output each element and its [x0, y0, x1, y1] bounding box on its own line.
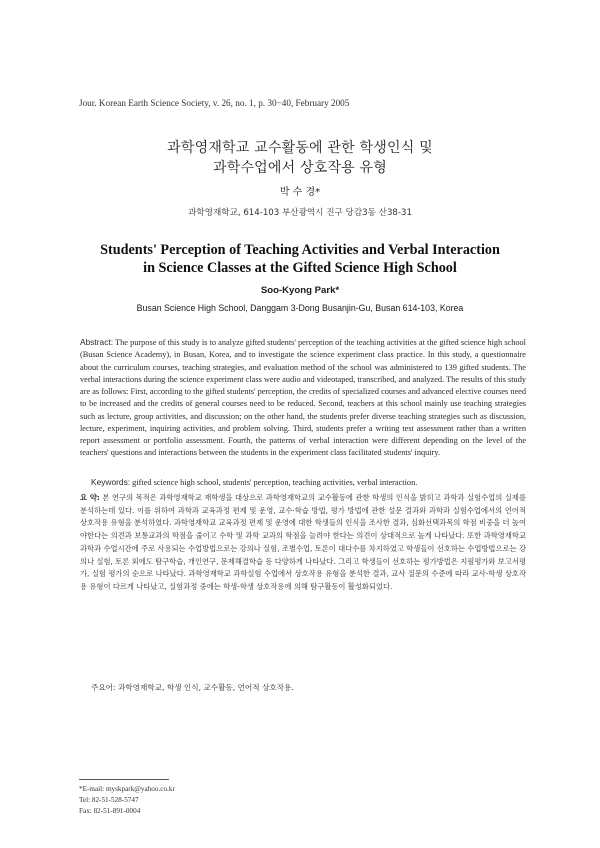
korean-keywords — [91, 682, 527, 693]
abstract-label: Abstract: — [80, 337, 114, 347]
korean-abstract-text: 본 연구의 목적은 과학영재학교 재학생을 대상으로 과학영재학교의 교수활동에 관한 학생의 인식을 밝히고 과학과 실험수업의 실제를 분석하는데 있다. 이를 위하여 과학과 교육과정 편제 및 운영, 교수·학습 방법, 평가 방법에 관한 설문 결과와 과학과 실험수업에서의 언어적 상호작용 유형을 분석하였다. 과학영재학교 교육과정 편제 및 운영에 대한 학생들의 인식을 조사한 결과, 심화선택과목의 학점 비중을 더 높여야한다는 의견과 보통교과의 학점을 줄이고 수학 및 과학 교과의 학점을 늘려야 한다는 의견이 상대적으로 높게 나타났다. 또한 과학영재학교 과학과 수업시간에 주로 사용되는 수업방법으로는 강의나 실험, 조별수업, 토론이 대다수를 차지하였고 학생들이 선호하는 수업방법으로는 강의나 실험, 토론 외에도 탐구학습, 개인연구, 문제해결학습 등 다양하게 나타났다. 그리고 학생들이 선호하는 평가방법은 지필평가와 보고서평가, 실험 평가의 순으로 나타났다. 과학영재학교 과학실험 수업에서 상호작용 유형을 분석한 결과, 교사 질문의 수준에 따라 교사-학생 상호작용 유형이 다르게 나타났고, 실험과정 중에는 학생-학생 상호작용에 의해 탐구활동이 활성화되었다. — [80, 493, 526, 591]
korean-keywords-label: 주요어: — [91, 683, 116, 692]
footnote-email: *E-mail: myskpark@yahoo.co.kr — [79, 785, 175, 793]
keywords-text: gifted science high school, students' perception, teaching activities, verbal interaction. — [130, 478, 418, 487]
korean-keywords-text: 과학영재학교, 학생 인식, 교수활동, 언어적 상호작용. — [115, 683, 294, 692]
korean-title-line-2: 과학수업에서 상호작용 유형 — [213, 160, 387, 176]
english-title-line-1: Students' Perception of Teaching Activities and Verbal Interaction — [100, 242, 500, 258]
english-keywords — [91, 477, 527, 487]
korean-abstract — [80, 492, 526, 594]
korean-title-line-1: 과학영재학교 교수활동에 관한 학생인식 및 — [167, 140, 433, 156]
footnote-divider — [79, 779, 169, 780]
korean-abstract-label: 요 약: — [80, 493, 100, 502]
english-author: Soo-Kyong Park* — [260, 285, 340, 296]
footnote-fax: Fax: 82-51-891-0004 — [79, 807, 141, 815]
korean-affiliation: 과학영재학교, 614-103 부산광역시 진구 당감3동 산38-31 — [188, 208, 412, 218]
journal-citation: Jour. Korean Earth Science Society, v. 26, no. 1, p. 30−40, February 2005 — [79, 98, 350, 108]
english-abstract — [80, 336, 526, 460]
abstract-text: The purpose of this study is to analyze gifted students' perception of the teaching activities at the gifted science high school (Busan Science Academy), in Busan, Korea, and to investigate the science experiment class practice. In this study, a questionnaire about the curriculum courses, teaching strategies, and evaluation method of the school was administered to 139 gifted students. The verbal interactions during the science experiment class were audio and videotaped, transcribed, and analyzed. The results of this study are as follows: First, according to the gifted students' perception, the credits of specialized courses and advanced elective courses need to be increased and the credits of general courses need to be reduced. Second, teachers at this school mainly use teaching strategies such as lecture, group activities, and discussion; on the other hand, the students prefer diverse teaching strategies such as discussion, lecture, experiment, inquiring activities, and problem solving. Third, students prefer a writing test assessment rather than a written report assessment or portfolio assessment. Fourth, the patterns of verbal interaction were different depending on the level of the teachers' questions and interactions between the students in the experiment class facilitated students' inquiry. — [80, 338, 526, 458]
keywords-label: Keywords: — [91, 477, 131, 487]
english-affiliation: Busan Science High School, Danggam 3-Dong Busanjin-Gu, Busan 614-103, Korea — [136, 303, 464, 313]
korean-author: 박 수 경* — [279, 187, 321, 198]
english-title-line-2: in Science Classes at the Gifted Science High School — [143, 260, 457, 276]
footnote-tel: Tel: 82-51-528-5747 — [79, 796, 139, 804]
